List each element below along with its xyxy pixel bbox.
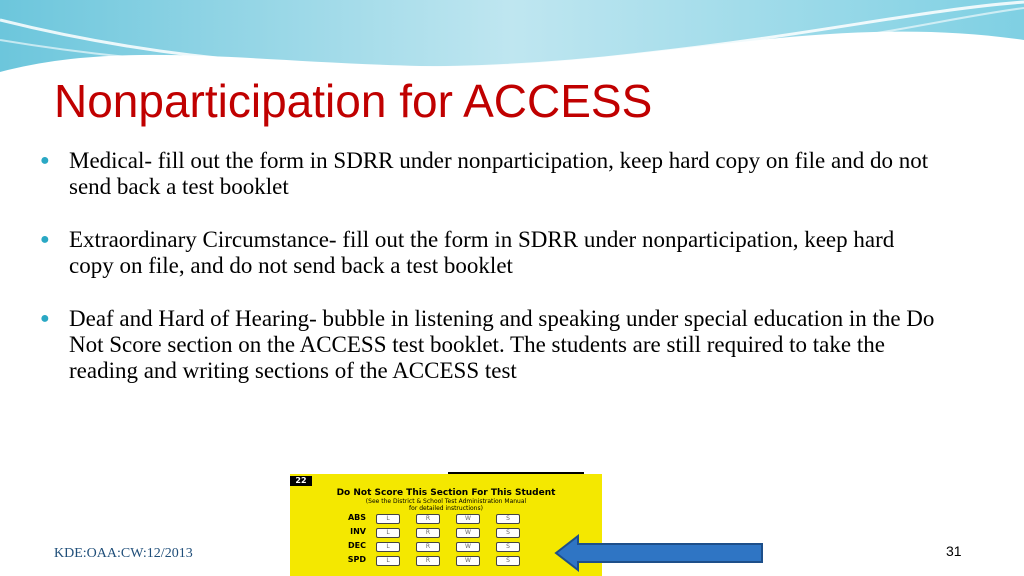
- bubble-reading: R: [416, 542, 440, 552]
- page-number: 31: [946, 543, 962, 559]
- bubble-writing: W: [456, 514, 480, 524]
- bubble-writing: W: [456, 556, 480, 566]
- bullet-dot-icon: ●: [40, 310, 50, 327]
- slide-title: Nonparticipation for ACCESS: [54, 75, 653, 127]
- bubble-listening: L: [376, 556, 400, 566]
- form-subtitle-line: for detailed instructions): [409, 505, 483, 512]
- bullet-item: [40, 227, 940, 279]
- bubble-listening: L: [376, 514, 400, 524]
- row-label: INV: [350, 527, 366, 536]
- row-label: ABS: [347, 513, 366, 522]
- form-section-tag: 22: [290, 476, 312, 486]
- bubble-listening: L: [376, 528, 400, 538]
- form-subtitle-line: (See the District & School Test Administration Manual: [365, 498, 527, 505]
- bullet-text: Deaf and Hard of Hearing- bubble in listening and speaking under special education in the Do Not Score section on the ACCESS test booklet. The students are still required to take the reading and writing sections of the ACCESS test: [69, 306, 935, 383]
- bubble-speaking: S: [496, 542, 520, 552]
- bullet-item: [40, 148, 940, 200]
- bubble-listening: L: [376, 542, 400, 552]
- form-subtitle: [290, 498, 602, 512]
- bubble-speaking: S: [496, 514, 520, 524]
- bubble-speaking: S: [496, 528, 520, 538]
- left-arrow-icon: [554, 534, 766, 572]
- bubble-writing: W: [456, 528, 480, 538]
- row-label: SPD: [347, 555, 366, 564]
- bullet-dot-icon: ●: [40, 152, 50, 169]
- bullet-text: Extraordinary Circumstance- fill out the form in SDRR under nonparticipation, keep hard copy on file, and do not send back a test booklet: [69, 227, 895, 278]
- header-wave-decoration: [0, 0, 1024, 80]
- row-label: DEC: [348, 541, 366, 550]
- bubble-reading: R: [416, 556, 440, 566]
- bullet-text: Medical- fill out the form in SDRR under nonparticipation, keep hard copy on file and do not send back a test booklet: [69, 148, 929, 199]
- bubble-writing: W: [456, 542, 480, 552]
- bubble-reading: R: [416, 514, 440, 524]
- bullet-item: [40, 306, 940, 384]
- bubble-reading: R: [416, 528, 440, 538]
- bullet-list: [40, 148, 940, 411]
- bubble-speaking: S: [496, 556, 520, 566]
- footer-text: KDE:OAA:CW:12/2013: [54, 546, 193, 561]
- bullet-dot-icon: ●: [40, 231, 50, 248]
- form-title: Do Not Score This Section For This Student: [336, 488, 556, 498]
